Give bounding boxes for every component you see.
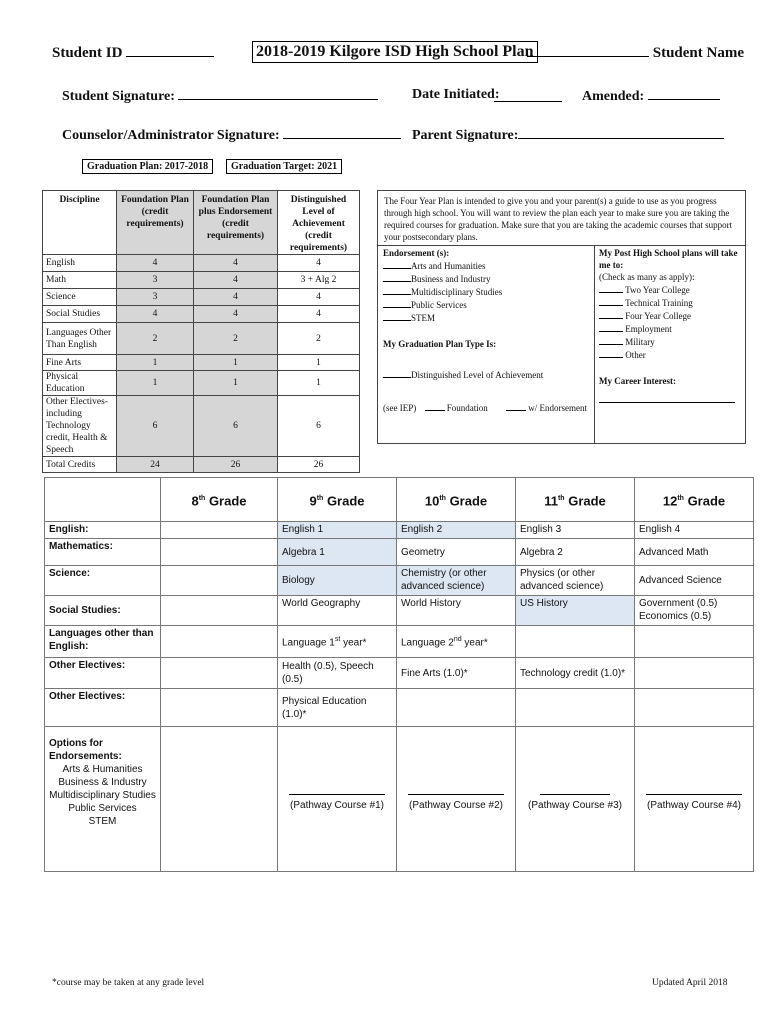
post-option[interactable]: Two Year College [599, 283, 743, 296]
endorsement-options: Options for Endorsements: Arts & Humanities Business & Industry Multidisciplinary Studies Public Services STEM [45, 727, 161, 872]
pathway-course-2[interactable]: (Pathway Course #2) [397, 727, 516, 872]
career-field[interactable] [599, 393, 743, 406]
row-label-social: Social Studies: [45, 596, 161, 626]
amended-field[interactable] [648, 87, 720, 100]
table-row: Languages Other Than English 2 2 2 [43, 323, 360, 355]
counselor-signature-label: Counselor/Administrator Signature: [62, 126, 401, 144]
row-label-english: English: [45, 522, 161, 539]
table-row: Science 3 4 4 [43, 289, 360, 306]
post-option[interactable]: Other [599, 348, 743, 361]
grade8-elect1-cell[interactable] [161, 658, 278, 689]
grade-grid [44, 477, 754, 872]
footer-updated: Updated April 2018 [652, 978, 728, 988]
pathway-course-3[interactable]: (Pathway Course #3) [516, 727, 635, 872]
student-name-label: Student Name [527, 44, 744, 62]
row-label-languages: Languages other than English: [45, 626, 161, 658]
table-row: Social Studies 4 4 4 [43, 306, 360, 323]
table-row: English 4 4 4 [43, 255, 360, 272]
plan-type-label: My Graduation Plan Type Is: [383, 339, 497, 349]
grade8-science-cell[interactable] [161, 566, 278, 596]
table-row: Total Credits 24 26 26 [43, 457, 360, 473]
table-row [45, 727, 754, 872]
endorsement-section [383, 247, 588, 414]
post-option[interactable]: Employment [599, 322, 743, 335]
parent-signature-field[interactable] [518, 126, 724, 139]
plan-type-options [383, 401, 588, 414]
grade-header-8: 8th Grade [161, 478, 278, 522]
intro-text: The Four Year Plan is intended to give you and your parent(s) a guide to use as you progress through high school. You will want to review the plan each year to make sure you are taking the required courses for graduation. Make sure that you are taking the academic courses that support your postsecondary plans. [384, 196, 733, 242]
counselor-signature-field[interactable] [283, 126, 401, 139]
parent-signature-label: Parent Signature: [412, 126, 724, 144]
table-row: Other Electives: Health (0.5), Speech (0.5) Fine Arts (1.0)* Technology credit (1.0)* [45, 658, 754, 689]
post-option[interactable]: Technical Training [599, 296, 743, 309]
graduation-plan-label: Graduation Plan: 2017-2018 [82, 159, 213, 174]
date-initiated-label: Date Initiated: [412, 87, 500, 102]
endorsement-option[interactable]: Business and Industry [383, 272, 588, 285]
grade8-elect2-cell[interactable] [161, 689, 278, 727]
endorsement-option[interactable]: Multidisciplinary Studies [383, 285, 588, 298]
pathway-course-1[interactable]: (Pathway Course #1) [278, 727, 397, 872]
amended-label: Amended: [582, 87, 720, 105]
student-id-label: Student ID [52, 44, 214, 62]
grade-header-9: 9th Grade [278, 478, 397, 522]
footer-note: *course may be taken at any grade level [52, 978, 205, 988]
table-row: Other Electives: Physical Education (1.0)* [45, 689, 754, 727]
distinguished-option[interactable]: Distinguished Level of Achievement [383, 368, 588, 381]
endorsement-option[interactable]: Arts and Humanities [383, 259, 588, 272]
endorsement-option[interactable]: Public Services [383, 298, 588, 311]
grade8-social-cell[interactable] [161, 596, 278, 626]
col-header-distinguished: Distinguished Level of Achievement (credit requirements) [278, 191, 360, 255]
col-header-endorsement: Foundation Plan plus Endorsement (credit requirements) [194, 191, 278, 255]
see-iep: (see IEP) [383, 403, 417, 413]
grade8-lang-cell[interactable] [161, 626, 278, 658]
row-label-science: Science: [45, 566, 161, 596]
row-label-electives-2: Other Electives: [45, 689, 161, 727]
grade8-pathway-cell[interactable] [161, 727, 278, 872]
table-row: Math 3 4 3 + Alg 2 [43, 272, 360, 289]
date-initiated-field[interactable] [494, 89, 562, 107]
student-id-field[interactable] [126, 44, 214, 57]
info-box [377, 190, 746, 444]
grade-header-11: 11th Grade [516, 478, 635, 522]
row-label-math: Mathematics: [45, 539, 161, 566]
table-row: Science: Biology Chemistry (or other advanced science) Physics (or other advanced science) Advanced Science [45, 566, 754, 596]
post-option[interactable]: Military [599, 335, 743, 348]
table-row: Fine Arts 1 1 1 [43, 355, 360, 371]
grade8-english-cell[interactable] [161, 522, 278, 539]
career-label: My Career Interest: [599, 376, 676, 386]
table-row: Languages other than English: Language 1st year* Language 2nd year* [45, 626, 754, 658]
page-title: 2018-2019 Kilgore ISD High School Plan [252, 41, 538, 63]
table-row: Other Electives- including Technology credit, Health & Speech 6 6 6 [43, 396, 360, 457]
table-row: Mathematics: Algebra 1 Geometry Algebra 2 Advanced Math [45, 539, 754, 566]
grade8-math-cell[interactable] [161, 539, 278, 566]
grade-header-10: 10th Grade [397, 478, 516, 522]
grade-header-12: 12th Grade [635, 478, 754, 522]
endorsement-option[interactable]: STEM [383, 311, 588, 324]
table-row: English: English 1 English 2 English 3 English 4 [45, 522, 754, 539]
col-header-foundation: Foundation Plan (credit requirements) [117, 191, 194, 255]
w-endorsement-option[interactable]: w/ Endorsement [506, 403, 587, 413]
table-row: Social Studies: World Geography World History US History Government (0.5) Economics (0.5) [45, 596, 754, 626]
discipline-table [42, 190, 360, 473]
student-signature-field[interactable] [178, 87, 378, 100]
endorsement-label: Endorsement (s): [383, 248, 450, 258]
col-header-discipline: Discipline [43, 191, 117, 255]
post-hs-section: My Post High School plans will take me to: (Check as many as apply): Two Year College Technical Training Four Year College Employment Military Other My Career Interest: [599, 247, 743, 406]
student-signature-label: Student Signature: [62, 87, 378, 105]
row-label-electives-1: Other Electives: [45, 658, 161, 689]
pathway-course-4[interactable]: (Pathway Course #4) [635, 727, 754, 872]
graduation-target-label: Graduation Target: 2021 [226, 159, 342, 174]
post-option[interactable]: Four Year College [599, 309, 743, 322]
foundation-option[interactable]: Foundation [425, 403, 488, 413]
student-name-field[interactable] [527, 44, 649, 57]
post-hs-label: My Post High School plans will take me to: [599, 248, 738, 270]
table-row: Physical Education 1 1 1 [43, 371, 360, 396]
